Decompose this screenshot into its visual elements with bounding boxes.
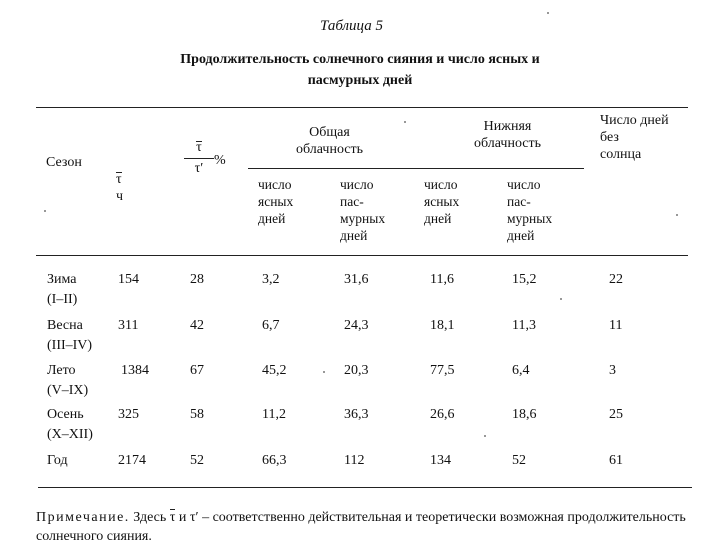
header-ratio-unit: %	[214, 153, 226, 168]
cell-total-overcast: 20,3	[344, 363, 369, 378]
cell-ratio: 58	[190, 407, 204, 422]
cell-tau: 325	[118, 407, 139, 422]
header-tau-unit: ч	[116, 189, 124, 204]
cell-lower-clear: 26,6	[430, 407, 455, 422]
cell-tau: 311	[118, 318, 139, 333]
cell-tau: 154	[118, 272, 139, 287]
cell-sunless: 11	[609, 318, 623, 333]
header-sunless-days: Число дней без солнца	[600, 113, 669, 162]
cell-season: Лето (V–IX)	[47, 363, 89, 398]
cell-ratio: 52	[190, 453, 204, 468]
cell-total-clear: 6,7	[262, 318, 280, 333]
cell-total-overcast: 112	[344, 453, 365, 468]
cell-sunless: 22	[609, 272, 623, 287]
cell-season: Зима (I–II)	[47, 272, 78, 307]
table-bottom-rule	[38, 487, 692, 488]
subheader-total-clear: число ясных дней	[258, 177, 294, 226]
cell-tau: 1384	[121, 363, 149, 378]
header-ratio	[184, 140, 214, 177]
cell-season: Весна (III–IV)	[47, 318, 93, 353]
header-ratio-denominator: τ′	[194, 161, 204, 176]
cell-total-overcast: 24,3	[344, 318, 369, 333]
cell-total-clear: 45,2	[262, 363, 287, 378]
cell-season: Осень (X–XII)	[47, 407, 93, 442]
cell-tau: 2174	[118, 453, 146, 468]
note-pre: Здесь	[129, 510, 170, 525]
table-note	[36, 508, 696, 546]
cell-total-overcast: 36,3	[344, 407, 369, 422]
scan-speck	[323, 371, 325, 373]
cell-ratio: 42	[190, 318, 204, 333]
table-caption: Таблица 5	[320, 18, 383, 34]
header-bottom-rule	[36, 255, 688, 256]
cell-ratio: 67	[190, 363, 204, 378]
scan-speck	[44, 210, 46, 212]
cell-sunless: 61	[609, 453, 623, 468]
scan-speck	[484, 435, 486, 437]
cloud-header-rule	[248, 168, 584, 169]
cell-total-clear: 11,2	[262, 407, 286, 422]
header-season: Сезон	[46, 155, 82, 170]
note-label: Примечание.	[36, 510, 130, 525]
fraction-line	[184, 158, 214, 159]
subheader-lower-clear: число ясных дней	[424, 177, 460, 226]
cell-lower-overcast: 18,6	[512, 407, 537, 422]
cell-sunless: 25	[609, 407, 623, 422]
note-text: – соответственно действительная и теоретически возможная продолжительность солнечного сияния.	[36, 510, 686, 544]
cell-lower-clear: 18,1	[430, 318, 455, 333]
cell-sunless: 3	[609, 363, 616, 378]
cell-lower-overcast: 52	[512, 453, 526, 468]
note-tau-prime: τ′	[189, 510, 199, 525]
cell-lower-overcast: 15,2	[512, 272, 537, 287]
note-tau: τ	[169, 510, 176, 525]
cell-total-clear: 3,2	[262, 272, 280, 287]
scan-speck	[560, 298, 562, 300]
header-tau-symbol: τ	[116, 172, 122, 187]
cell-lower-clear: 77,5	[430, 363, 455, 378]
table-top-rule	[36, 107, 688, 108]
scan-speck	[404, 121, 406, 123]
header-lower-cloudiness: Нижняя облачность	[474, 119, 542, 151]
scan-speck	[547, 12, 549, 14]
cell-lower-clear: 11,6	[430, 272, 454, 287]
cell-lower-overcast: 6,4	[512, 363, 530, 378]
header-ratio-numerator: τ	[196, 140, 202, 155]
table-title: Продолжительность солнечного сияния и число ясных и пасмурных дней	[180, 52, 540, 88]
cell-lower-clear: 134	[430, 453, 451, 468]
header-tau	[116, 154, 123, 205]
scan-speck	[676, 214, 678, 216]
subheader-lower-overcast: число пас- мурных дней	[507, 177, 553, 243]
subheader-total-overcast: число пас- мурных дней	[340, 177, 386, 243]
cell-season: Год	[47, 453, 68, 468]
note-and: и	[175, 510, 190, 525]
header-total-cloudiness: Общая облачность	[296, 125, 364, 157]
cell-lower-overcast: 11,3	[512, 318, 536, 333]
cell-total-clear: 66,3	[262, 453, 287, 468]
cell-ratio: 28	[190, 272, 204, 287]
cell-total-overcast: 31,6	[344, 272, 369, 287]
